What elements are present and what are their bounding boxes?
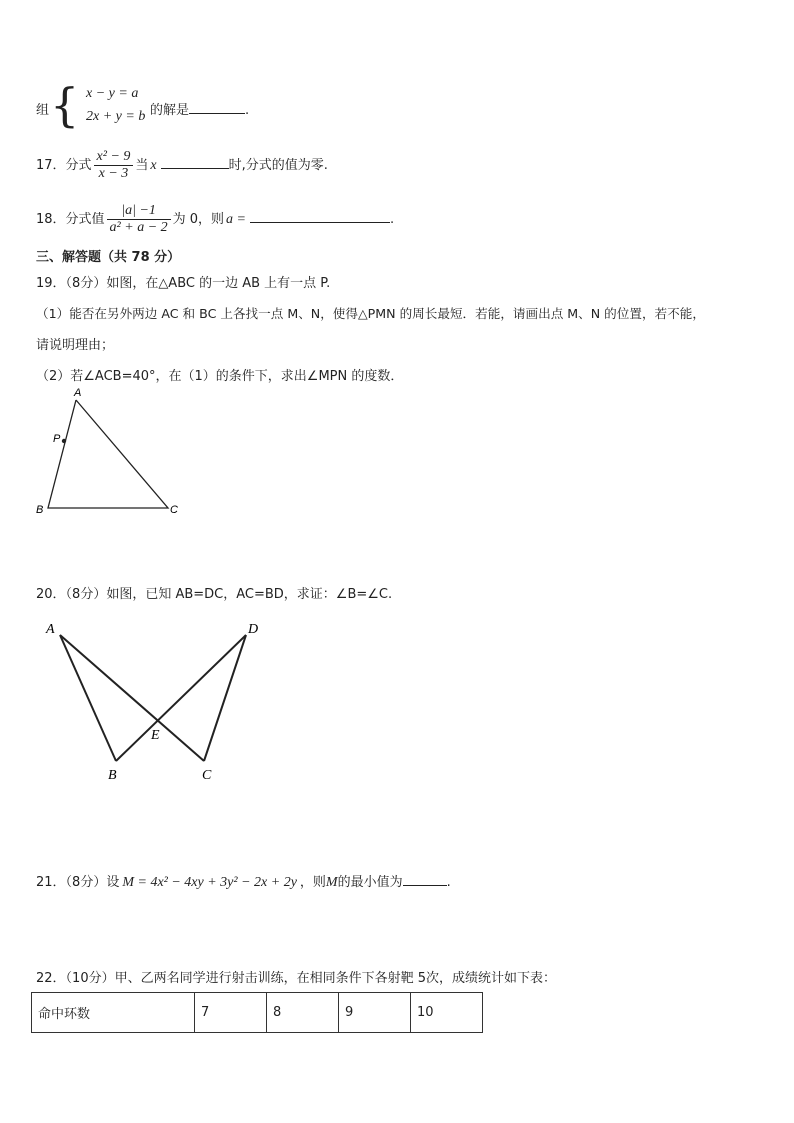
label-d: D bbox=[248, 622, 259, 637]
q17-tail: 时,分式的值为零. bbox=[228, 158, 328, 173]
q19-stem: 19．（8分）如图，在△ABC 的一边 AB 上有一点 P. bbox=[36, 276, 331, 291]
table-row bbox=[32, 993, 483, 1033]
q18-numerator: |a| −1 bbox=[107, 204, 171, 220]
q18-line bbox=[36, 204, 394, 235]
triangle-abc bbox=[48, 400, 168, 508]
q17-mid: 当 bbox=[135, 158, 149, 173]
segment-dc bbox=[204, 635, 246, 761]
q17-numerator: x² − 9 bbox=[94, 150, 134, 166]
q19-part2: （2）若∠ACB=40°，在（1）的条件下，求出∠MPN 的度数． bbox=[36, 369, 404, 384]
q16-prefix: 组 bbox=[36, 103, 50, 118]
q20-stem: 20．（8分）如图，已知 AB=DC，AC=BD，求证：∠B=∠C. bbox=[36, 587, 393, 602]
label-b: B bbox=[36, 504, 44, 516]
q17-denominator: x − 3 bbox=[98, 166, 129, 181]
label-p: P bbox=[53, 433, 61, 445]
q21-end: . bbox=[446, 875, 451, 890]
point-p bbox=[62, 439, 66, 443]
brace-symbol: { bbox=[50, 78, 80, 132]
q16-answer-blank[interactable] bbox=[189, 101, 245, 114]
q18-end: . bbox=[390, 212, 395, 227]
q21-line bbox=[36, 871, 451, 891]
q21-var: M bbox=[325, 875, 338, 890]
label-c: C bbox=[202, 768, 212, 783]
q17-var: x bbox=[150, 158, 157, 173]
label-b: B bbox=[108, 768, 117, 783]
q17-fraction bbox=[94, 150, 134, 181]
q20-figure bbox=[40, 615, 270, 785]
q17-label: 17．分式 bbox=[36, 158, 92, 173]
q18-fraction bbox=[107, 204, 171, 235]
table-header-cell: 命中环数 bbox=[32, 993, 195, 1033]
label-a: A bbox=[46, 622, 55, 637]
q21-expression: M = 4x² − 4xy + 3y² − 2x + 2y bbox=[122, 875, 297, 890]
q18-var: a = bbox=[226, 212, 246, 227]
q21-mid: ，则 bbox=[299, 875, 326, 890]
q22-stem: 22．（10分）甲、乙两名同学进行射击训练，在相同条件下各射靶 5次，成绩统计如下表： bbox=[36, 971, 556, 986]
q16-eq2: 2x + y = b bbox=[86, 109, 146, 124]
q22-score-table bbox=[31, 992, 483, 1033]
q18-mid: 为 0，则 bbox=[172, 212, 225, 227]
q21-answer-blank[interactable] bbox=[403, 873, 447, 886]
label-a: A bbox=[74, 387, 82, 399]
q17-answer-blank[interactable] bbox=[161, 156, 229, 169]
table-cell: 9 bbox=[339, 993, 411, 1033]
table-cell: 10 bbox=[411, 993, 483, 1033]
q19-triangle-figure bbox=[30, 384, 190, 519]
q18-answer-blank[interactable] bbox=[250, 210, 390, 223]
q21-tail: 的最小值为 bbox=[337, 875, 403, 890]
q21-prefix: 21．（8分）设 bbox=[36, 875, 120, 890]
table-cell: 7 bbox=[195, 993, 267, 1033]
q16-eq1: x − y = a bbox=[86, 86, 139, 101]
q19-part1-line1: （1）能否在另外两边 AC 和 BC 上各找一点 M、N，使得△PMN 的周长最短．若能，请画出点 M、N 的位置，若不能， bbox=[36, 306, 705, 321]
q19-part1-line2: 请说明理由； bbox=[36, 338, 115, 353]
q17-line bbox=[36, 150, 328, 181]
q16-end: . bbox=[245, 103, 250, 118]
section-title: 三、解答题（共 78 分） bbox=[36, 250, 181, 265]
q16-suffix-text: 的解是 bbox=[150, 103, 190, 118]
label-c: C bbox=[170, 504, 178, 516]
q18-label: 18．分式值 bbox=[36, 212, 105, 227]
q18-denominator: a² + a − 2 bbox=[109, 220, 168, 235]
table-cell: 8 bbox=[267, 993, 339, 1033]
segment-ab bbox=[60, 635, 116, 761]
q16-suffix bbox=[150, 99, 249, 118]
label-e: E bbox=[151, 728, 160, 743]
